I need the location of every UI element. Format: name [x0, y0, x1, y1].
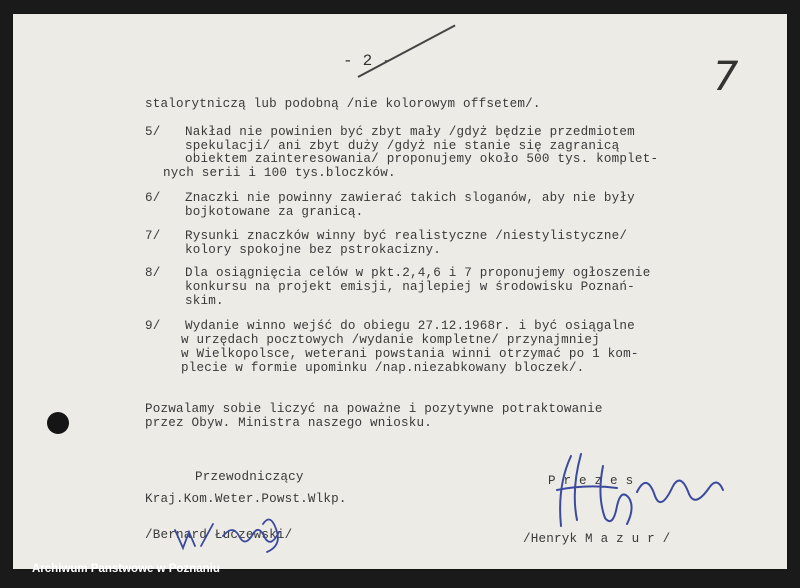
item-line: w urzędach pocztowych /wydanie kompletne/ przynajmniej: [181, 333, 600, 347]
item-line: kolory spokojne bez pstrokacizny.: [185, 243, 441, 257]
document-page: [13, 14, 787, 569]
item-line: spekulacji/ ani zbyt duży /gdyż nie stanie się zagranicą: [185, 139, 620, 153]
item-line: Wydanie winno wejść do obiegu 27.12.1968r. i być osiągalne: [185, 319, 635, 333]
item-line: bojkotowane za granicą.: [185, 205, 364, 219]
right-handwritten-signature: [533, 446, 733, 536]
item-number: 7/: [145, 229, 161, 243]
item-number: 9/: [145, 319, 161, 333]
handwritten-page-number: 7: [713, 54, 739, 100]
closing-line: Pozwalamy sobie liczyć na poważne i pozytywne potraktowanie: [145, 402, 603, 416]
item-line: Nakład nie powinien być zbyt mały /gdyż będzie przedmiotem: [185, 125, 635, 139]
item-number: 8/: [145, 266, 161, 280]
right-signatory-title: P r e z e s: [548, 474, 634, 488]
page-number: - 2 -: [343, 52, 393, 70]
item-line: Znaczki nie powinny zawierać takich sloganów, aby nie były: [185, 191, 635, 205]
punch-hole: [47, 412, 69, 434]
right-signatory-name: /Henryk M a z u r /: [523, 532, 671, 546]
left-signatory-name: /Bernard Łuczewski/: [145, 528, 293, 542]
left-handwritten-signature: [163, 494, 303, 554]
item-line: skim.: [185, 294, 224, 308]
closing-line: przez Obyw. Ministra naszego wniosku.: [145, 416, 433, 430]
left-signatory-title: Przewodniczący: [195, 470, 304, 484]
item-line: Dla osiągnięcia celów w pkt.2,4,6 i 7 proponujemy ogłoszenie: [185, 266, 651, 280]
archive-watermark: Archiwum Panstwowe w Poznaniu: [32, 563, 220, 575]
item-line: konkursu na projekt emisji, najlepiej w środowisku Poznań-: [185, 280, 635, 294]
item-line: nych serii i 100 tys.bloczków.: [163, 166, 396, 180]
item-line: obiektem zainteresowania/ proponujemy około 500 tys. komplet-: [185, 152, 659, 166]
item-line: w Wielkopolsce, weterani powstania winni otrzymać po 1 kom-: [181, 347, 639, 361]
item-number: 6/: [145, 191, 161, 205]
item-line: Rysunki znaczków winny być realistyczne /niestylistyczne/: [185, 229, 628, 243]
intro-line: stalorytniczą lub podobną /nie kolorowym offsetem/.: [145, 97, 541, 111]
left-signatory-org: Kraj.Kom.Weter.Powst.Wlkp.: [145, 492, 347, 506]
item-line: plecie w formie upominku /nap.niezabkowany bloczek/.: [181, 361, 585, 375]
item-number: 5/: [145, 125, 161, 139]
